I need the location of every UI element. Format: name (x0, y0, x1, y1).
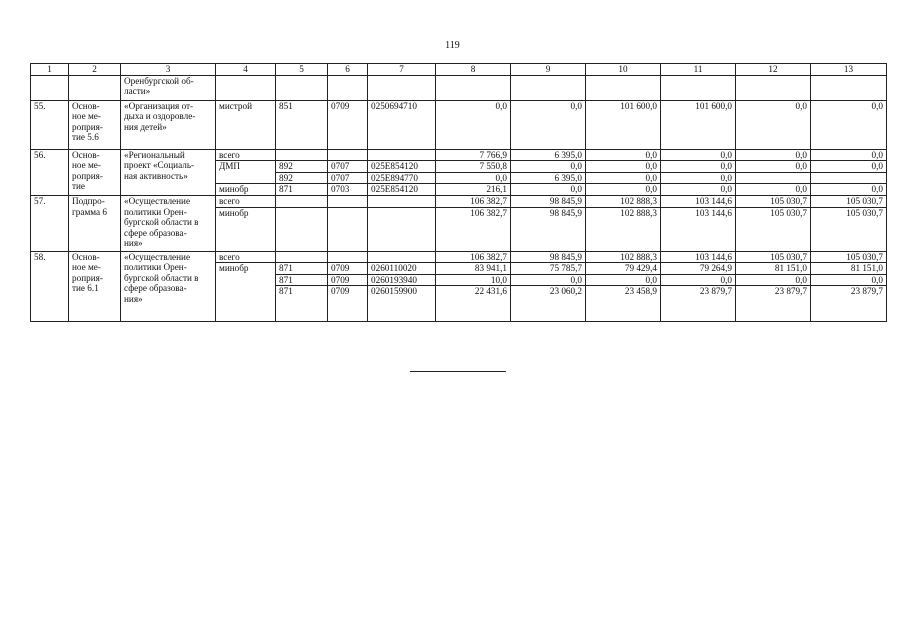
budget-table (30, 63, 887, 322)
column-number: 13 (811, 64, 887, 76)
column-number: 8 (436, 64, 511, 76)
value-cell: 75 785,7 (511, 263, 586, 275)
value-cell: 0,0 (661, 274, 736, 286)
row-index: 58. (31, 251, 69, 322)
value-cell: 105 030,7 (811, 251, 887, 263)
column-number: 9 (511, 64, 586, 76)
value-cell: 0,0 (661, 184, 736, 196)
value-cell: 216,1 (436, 184, 511, 196)
value-cell: 79 264,9 (661, 263, 736, 275)
row-index: 57. (31, 195, 69, 251)
value-cell: 0,0 (586, 161, 661, 173)
table-row-55 (31, 100, 887, 149)
table-row-58 (31, 251, 887, 263)
code-grbs (276, 207, 328, 251)
value-cell: 106 382,7 (436, 251, 511, 263)
value-cell: 105 030,7 (736, 251, 811, 263)
value-cell: 81 151,0 (811, 263, 887, 275)
value-cell: 103 144,6 (661, 207, 736, 251)
value-cell: 98 845,9 (511, 207, 586, 251)
activity-type: Подпро- грамма 6 (69, 195, 121, 251)
value-cell: 23 458,9 (586, 286, 661, 322)
code-csr: 025E854120 (368, 184, 436, 196)
executor: минобр (216, 263, 276, 322)
code-rzpr: 0703 (328, 184, 368, 196)
column-number: 7 (368, 64, 436, 76)
value-cell: 0,0 (811, 161, 887, 173)
value-cell: 0,0 (586, 172, 661, 184)
code-grbs: 871 (276, 286, 328, 322)
table-row-continuation (31, 75, 887, 100)
executor: ДМП (216, 161, 276, 184)
code-csr: 0260193940 (368, 274, 436, 286)
column-number: 5 (276, 64, 328, 76)
row-index: 55. (31, 100, 69, 149)
code-grbs: 892 (276, 161, 328, 173)
value-cell: 0,0 (811, 274, 887, 286)
activity-name: Оренбургской об- ласти» (121, 75, 216, 100)
executor: всего (216, 149, 276, 161)
executor: минобр (216, 184, 276, 196)
value-cell: 0,0 (736, 184, 811, 196)
table-row-56 (31, 149, 887, 161)
code-csr (368, 251, 436, 263)
executor: минобр (216, 207, 276, 251)
value-cell: 7 550,8 (436, 161, 511, 173)
code-grbs: 892 (276, 172, 328, 184)
column-number: 6 (328, 64, 368, 76)
code-csr (368, 207, 436, 251)
code-rzpr: 0709 (328, 263, 368, 275)
value-cell: 98 845,9 (511, 195, 586, 207)
value-cell: 103 144,6 (661, 251, 736, 263)
code-rzpr (328, 195, 368, 207)
code-csr: 025E854120 (368, 161, 436, 173)
value-cell: 105 030,7 (736, 207, 811, 251)
code-grbs (276, 251, 328, 263)
activity-type: Основ- ное ме- роприя- тие 5.6 (69, 100, 121, 149)
code-csr (368, 195, 436, 207)
value-cell: 0,0 (586, 149, 661, 161)
value-cell: 105 030,7 (811, 207, 887, 251)
value-cell: 0,0 (811, 100, 887, 149)
code-grbs: 871 (276, 263, 328, 275)
value-cell: 0,0 (511, 184, 586, 196)
activity-name: «Организация от- дыха и оздоровле- ния детей» (121, 100, 216, 149)
code-grbs: 871 (276, 184, 328, 196)
value-cell: 105 030,7 (811, 195, 887, 207)
column-number: 4 (216, 64, 276, 76)
value-cell: 0,0 (511, 161, 586, 173)
value-cell: 0,0 (661, 161, 736, 173)
column-number: 3 (121, 64, 216, 76)
code-csr (368, 149, 436, 161)
code-grbs (276, 195, 328, 207)
value-cell: 23 879,7 (736, 286, 811, 322)
value-cell: 102 888,3 (586, 251, 661, 263)
page-number: 119 (445, 40, 460, 51)
value-cell (811, 172, 887, 184)
executor: всего (216, 195, 276, 207)
value-cell: 0,0 (586, 274, 661, 286)
row-index: 56. (31, 149, 69, 195)
executor: всего (216, 251, 276, 263)
value-cell: 0,0 (661, 172, 736, 184)
activity-type: Основ- ное ме- роприя- тие (69, 149, 121, 195)
value-cell: 101 600,0 (661, 100, 736, 149)
value-cell (736, 172, 811, 184)
value-cell: 0,0 (511, 274, 586, 286)
column-number: 11 (661, 64, 736, 76)
code-grbs (276, 149, 328, 161)
executor: мистрой (216, 100, 276, 149)
value-cell: 22 431,6 (436, 286, 511, 322)
code-csr: 0260110020 (368, 263, 436, 275)
activity-name: «Осуществление политики Орен- бургской области в сфере образова- ния» (121, 195, 216, 251)
value-cell: 0,0 (811, 149, 887, 161)
value-cell: 83 941,1 (436, 263, 511, 275)
code-rzpr (328, 207, 368, 251)
value-cell: 10,0 (436, 274, 511, 286)
code-rzpr: 0709 (328, 286, 368, 322)
value-cell: 0,0 (736, 100, 811, 149)
value-cell: 105 030,7 (736, 195, 811, 207)
value-cell: 23 879,7 (811, 286, 887, 322)
value-cell: 98 845,9 (511, 251, 586, 263)
end-divider-line (410, 371, 506, 372)
value-cell: 0,0 (736, 149, 811, 161)
activity-name: «Региональный проект «Социаль- ная активность» (121, 149, 216, 195)
value-cell: 23 879,7 (661, 286, 736, 322)
column-number-row (31, 64, 887, 76)
value-cell: 0,0 (436, 172, 511, 184)
value-cell: 0,0 (586, 184, 661, 196)
code-csr: 0260159900 (368, 286, 436, 322)
value-cell: 102 888,3 (586, 207, 661, 251)
column-number: 2 (69, 64, 121, 76)
value-cell: 7 766,9 (436, 149, 511, 161)
value-cell: 0,0 (436, 100, 511, 149)
code-grbs: 851 (276, 100, 328, 149)
value-cell: 0,0 (811, 184, 887, 196)
value-cell: 6 395,0 (511, 149, 586, 161)
value-cell: 23 060,2 (511, 286, 586, 322)
value-cell: 0,0 (736, 161, 811, 173)
column-number: 12 (736, 64, 811, 76)
column-number: 1 (31, 64, 69, 76)
code-rzpr (328, 251, 368, 263)
code-rzpr (328, 149, 368, 161)
value-cell: 102 888,3 (586, 195, 661, 207)
activity-name: «Осуществление политики Орен- бургской области в сфере образова- ния» (121, 251, 216, 322)
column-number: 10 (586, 64, 661, 76)
value-cell: 81 151,0 (736, 263, 811, 275)
code-rzpr: 0707 (328, 172, 368, 184)
code-rzpr: 0709 (328, 100, 368, 149)
table-row-57 (31, 195, 887, 207)
code-rzpr: 0709 (328, 274, 368, 286)
code-csr: 025E894770 (368, 172, 436, 184)
code-csr: 0250694710 (368, 100, 436, 149)
value-cell: 6 395,0 (511, 172, 586, 184)
value-cell: 79 429,4 (586, 263, 661, 275)
value-cell: 0,0 (661, 149, 736, 161)
code-rzpr: 0707 (328, 161, 368, 173)
activity-type: Основ- ное ме- роприя- тие 6.1 (69, 251, 121, 322)
value-cell: 101 600,0 (586, 100, 661, 149)
code-grbs: 871 (276, 274, 328, 286)
value-cell: 103 144,6 (661, 195, 736, 207)
value-cell: 0,0 (736, 274, 811, 286)
value-cell: 106 382,7 (436, 207, 511, 251)
value-cell: 0,0 (511, 100, 586, 149)
value-cell: 106 382,7 (436, 195, 511, 207)
